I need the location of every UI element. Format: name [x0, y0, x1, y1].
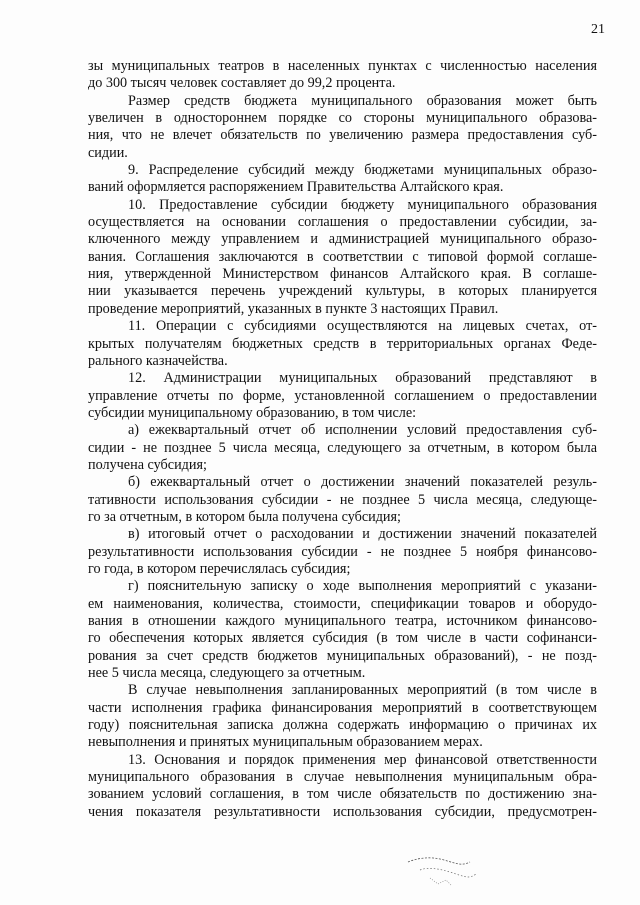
- text-line: нии указывается перечень учреждений культуры, в которых планируется: [88, 283, 597, 300]
- text-line: крытых получателям бюджетных средств в территориальных органах Феде-: [88, 335, 597, 352]
- text-line: получена субсидия;: [88, 456, 207, 473]
- text-line: нее 5 числа месяца, следующего за отчетным.: [88, 665, 366, 682]
- text-line: тативности использования субсидии - не позднее 5 числа месяца, следующе-: [88, 491, 597, 508]
- text-line: ем наименования, количества, стоимости, спецификации товаров и оборудо-: [88, 595, 597, 612]
- text-line: вания в отношении каждого муниципального театра, источником финансово-: [88, 613, 597, 629]
- text-line: В случае невыполнения запланированных мероприятий (в том числе в: [128, 682, 597, 699]
- text-line: г) пояснительную записку о ходе выполнения мероприятий с указани-: [128, 578, 597, 595]
- text-line: сидии.: [88, 144, 128, 161]
- text-line: муниципального образования в случае невыполнения муниципальным обра-: [88, 769, 597, 786]
- text-line: ключенного между управлением и администрацией муниципального образо-: [88, 231, 597, 248]
- text-line: Размер средств бюджета муниципального образования может быть: [128, 92, 597, 109]
- text-line: ваний оформляется распоряжением Правительства Алтайского края.: [88, 179, 504, 196]
- text-line: сидии - не позднее 5 числа месяца, следующего за отчетным, в котором была: [88, 439, 597, 456]
- page-number: 21: [591, 22, 605, 37]
- text-line: го года, в котором перечислялась субсидия;: [88, 560, 351, 577]
- text-line: части исполнения графика финансирования мероприятий в соответствующем: [88, 699, 597, 716]
- text-line: 11. Операции с субсидиями осуществляются на лицевых счетах, от-: [128, 318, 597, 335]
- text-line: 12. Администрации муниципальных образований представляют в: [128, 370, 597, 387]
- text-line: зованием условий соглашения, в том числе обязательств по достижению зна-: [88, 786, 597, 803]
- text-line: управление отчеты по форме, установленной соглашением о предоставлении: [88, 387, 597, 404]
- text-line: зы муниципальных театров в населенных пунктах с численностью населения: [88, 58, 597, 74]
- text-line: увеличен в одностороннем порядке со стороны муниципального образова-: [88, 110, 597, 127]
- text-line: осуществляется на основании соглашения о предоставлении субсидии, за-: [88, 214, 597, 231]
- text-line: рального казначейства.: [88, 352, 228, 369]
- text-line: году) пояснительная записка должна содержать информацию о причинах их: [88, 717, 597, 734]
- text-line: б) ежеквартальный отчет о достижении значений показателей резуль-: [128, 474, 597, 491]
- text-line: 13. Основания и порядок применения мер финансовой ответственности: [128, 751, 597, 768]
- document-body: [88, 58, 597, 821]
- text-line: до 300 тысяч человек составляет до 99,2 процента.: [88, 75, 396, 92]
- text-line: ния, утвержденной Министерством финансов Алтайского края. В соглаше-: [88, 266, 597, 283]
- text-line: 9. Распределение субсидий между бюджетами муниципальных образо-: [128, 162, 597, 179]
- text-line: результативности использования субсидии - не позднее 5 ноября финансово-: [88, 543, 597, 560]
- text-line: в) итоговый отчет о расходовании и достижении значений показателей: [128, 526, 597, 543]
- text-line: субсидии муниципальному образованию, в том числе:: [88, 404, 417, 421]
- text-line: невыполнения и принятых муниципальным образованием мерах.: [88, 734, 483, 751]
- text-line: 10. Предоставление субсидии бюджету муниципального образования: [128, 196, 597, 213]
- text-line: ния, что не влечет обязательств по увеличению размера предоставления суб-: [88, 127, 597, 144]
- text-line: проведение мероприятий, указанных в пункте 3 настоящих Правил.: [88, 300, 499, 317]
- text-line: рования за счет средств бюджетов муниципальных образований), - не позд-: [88, 647, 597, 664]
- signature-scribble: [400, 848, 490, 893]
- text-line: чения показателя результативности использования субсидии, предусмотрен-: [88, 803, 597, 820]
- text-line: го обеспечения которых является субсидия (в том числе в части софинанси-: [88, 630, 597, 647]
- text-line: вания. Соглашения заключаются в соответствии с типовой формой соглаше-: [88, 248, 597, 265]
- text-line: го за отчетным, в котором была получена субсидия;: [88, 508, 401, 525]
- text-line: а) ежеквартальный отчет об исполнении условий предоставления суб-: [128, 422, 597, 439]
